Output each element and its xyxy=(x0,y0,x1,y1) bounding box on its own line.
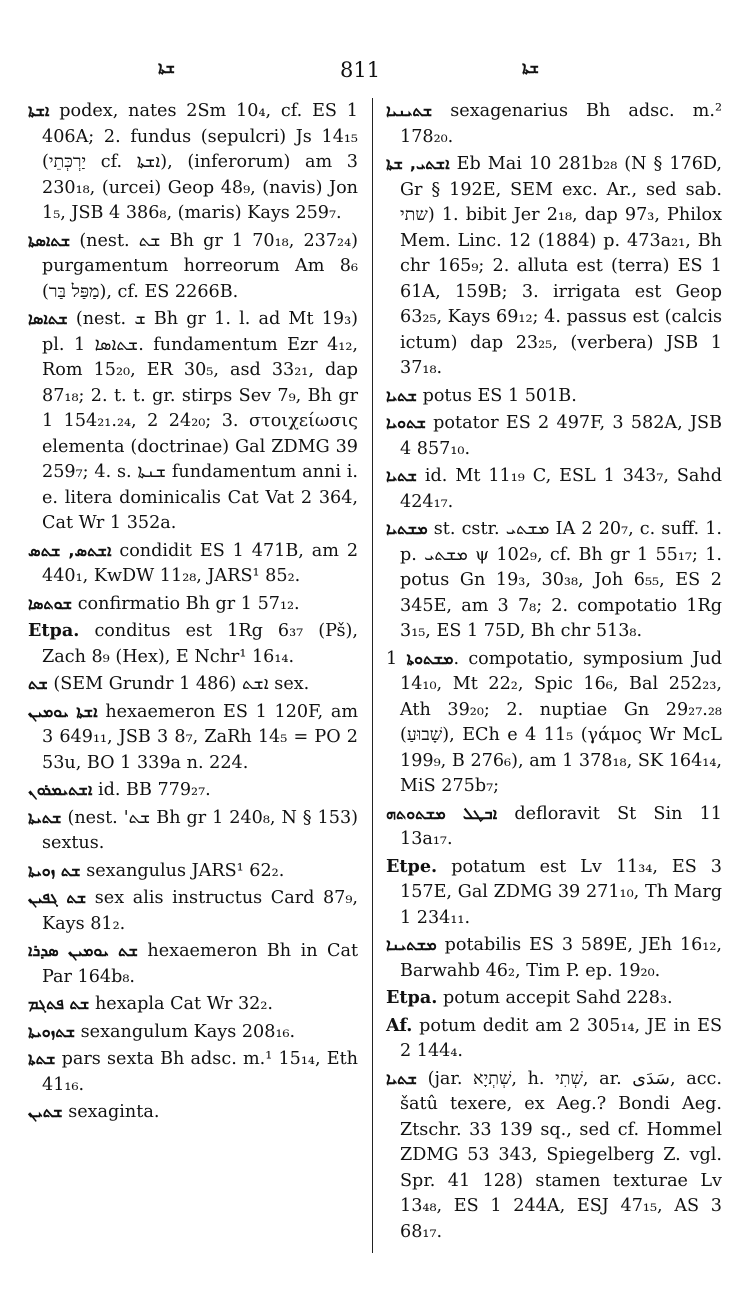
entry-definition: condidit ES 1 471B, am 2 440₁, KwDW 11₂₈, JARS¹ 85₂. xyxy=(42,540,359,586)
entry-definition: pars sexta Bh adsc. m.¹ 15₁₄, Eth 41₁₆. xyxy=(42,1049,358,1095)
entry-headword: ܫܬܐܣܐ xyxy=(28,309,68,328)
entry-definition: Eb Mai 10 281b₂₈ (N § 176D, Gr § 192E, SEM exc. Ar., sed sab. שתי) 1. bibit Jer 2₁₈, dap 97₃, Philox Mem. Linc. 12 (1884) p. 473a₂₁, Bh chr 165₉; 2. alluta est (terra) ES 1 61A, 159B; 3. irrigata est Geop 63₂₅, Kays 69₁₂; 4. passus est (calcis ictum) dap 23₂₅, (verbera) JSB 1 37₁₈. xyxy=(400,154,722,378)
running-head-left: ܫܬܐ xyxy=(158,58,175,77)
entry-headword: ܡܫܬܝܢܐ xyxy=(386,935,437,954)
dictionary-entry xyxy=(28,938,358,990)
entry-definition: st. cstr. ܡܫܬܝ IA 2 20₇, c. suff. 1. p. ܡܫܬܝ ψ 102₉, cf. Bh gr 1 55₁₇; 1. potus Gn 19₃, 30₃₈, Joh 6₅₅, ES 2 345E, am 3 7₈; 2. compotatio 1Rg 3₁₅, ES 1 75D, Bh chr 513₈. xyxy=(400,519,723,641)
entry-headword: ܫܬ xyxy=(28,674,48,693)
dictionary-entry xyxy=(28,805,358,857)
dictionary-entry xyxy=(28,1019,358,1046)
entry-headword: ܫܬܝܬܐ xyxy=(28,807,62,827)
entry-headword: ܐܒܛܠ ܡܫܬܘܬܗ xyxy=(386,803,498,823)
entry-definition: confirmatio Bh gr 1 57₁₂. xyxy=(77,593,300,614)
entry-definition: (nest. ܫ Bh gr 1. l. ad Mt 19₃) pl. ܫܬܐܣܐ 1. fundamentum Ezr 4₁₂, Rom 15₂₀, ER 30₅, asd 33₂₁, dap 87₁₈; 2. t. t. gr. stirps Sev 7₉, Bh gr 1 154₂₁.₂₄, 2 24₂₀; 3. στοιχείωσις elementa (doctrinae) Gal ZDMG 39 259₇; 4. s. ܫܢܬܐ fundamentum anni i. e. litera dominicalis Cat Vat 2 364, Cat Wr 1 352a. xyxy=(42,309,359,533)
entry-headword: ܐܫܬܝ, ܫܬܐ xyxy=(386,154,450,173)
dictionary-entry xyxy=(28,1099,358,1126)
dictionary-entry xyxy=(386,932,722,984)
entry-headword: ܡܫܬܝܐ xyxy=(386,519,428,538)
entry-headword: ܡܫܬܘܬܐ xyxy=(406,648,454,668)
dictionary-entry xyxy=(386,1066,722,1246)
entry-headword: ܫܘܬܣܐ xyxy=(28,593,73,613)
entry-definition: potabilis ES 3 589E, JEh 16₁₂, Barwahb 46₂, Tim P. ep. 19₂₀. xyxy=(400,935,723,981)
entry-headword: ܫܬܝܐ xyxy=(386,385,417,405)
entry-definition: sexagenarius Bh adsc. m.² 178₂₀. xyxy=(400,101,723,147)
entry-definition: defloravit St Sin 11 13a₁₇. xyxy=(400,803,723,849)
entry-headword: ܐܫܬܐ xyxy=(28,101,50,120)
entry-definition: id. Mt 11₁₉ C, ESL 1 343₇, Sahd 424₁₇. xyxy=(400,466,723,512)
dictionary-entry xyxy=(386,463,722,515)
dictionary-entry xyxy=(386,516,722,645)
dictionary-entry xyxy=(386,646,722,800)
dictionary-entry xyxy=(28,991,358,1018)
entry-headword: ܫܬ ܦܬܓܡ xyxy=(28,994,90,1013)
entry-definition: (SEM Grundr 1 486) ܐܫܬ sex. xyxy=(53,674,310,694)
entry-definition: 1. compotatio, symposium Jud 14₁₀, Mt 22₂, Spic 16₆, Bal 252₂₃, Ath 39₂₀; 2. nuptiae Gn 29₂₇.₂₈ (שָׁבוּעַ), ECh e 4 11₅ (γάμος Wr McL 199₉, B 276₆), am 1 378₁₈, SK 164₁₄, MiS 275b₇; xyxy=(386,648,723,796)
entry-definition: (jar. שְׁתְיָא, h. שְׁתִי, ar. سَدَى, acc. šatû texere, ex Aeg.? Bondi Aeg. Ztschr. 33 139 sq., sed cf. Hommel ZDMG 53 343, Spiegelberg Z. vgl. Spr. 41 128) stamen texturae Lv 13₄₈, ES 1 244A, ESJ 47₁₅, AS 3 68₁₇. xyxy=(400,1068,722,1242)
dictionary-entry xyxy=(386,98,722,150)
entry-headword: ܐܫܬܐ ܝܘܡܝܢ xyxy=(28,701,98,721)
entry-definition: podex, nates 2Sm 10₄, cf. ES 1 406A; 2. fundus (sepulcri) Js 14₁₅ (יַרְכְּתֵי cf. ܐܫܬܐ), (inferorum) am 3 230₁₈, (urcei) Geop 48₉, (navis) Jon 1₅, JSB 4 386₈, (maris) Kays 259₇. xyxy=(42,101,359,223)
entry-definition: id. BB 779₂₇. xyxy=(97,780,211,800)
entry-headword: Af. xyxy=(386,1014,413,1036)
entry-definition: potator ES 2 497F, 3 582A, JSB 4 857₁₀. xyxy=(400,413,723,459)
running-head-right: ܫܬܐ xyxy=(522,58,539,77)
entry-headword: ܫܬܝܢܝܐ xyxy=(386,101,433,120)
entry-headword: ܫܬܝܢ xyxy=(28,1102,63,1121)
entry-definition: (nest. 'ܫܬ Bh gr 1 240₈, N § 153) sextus. xyxy=(42,807,359,853)
dictionary-entry xyxy=(28,228,358,306)
entry-definition: potum accepit Sahd 228₃. xyxy=(442,988,673,1008)
entry-definition: potus ES 1 501B. xyxy=(422,385,577,406)
entry-definition: sexangulus JARS¹ 62₂. xyxy=(86,860,285,881)
entry-headword: ܫܬܝܐ xyxy=(386,466,417,485)
entry-headword: ܐܫܬܝܡܪܘܢ xyxy=(28,780,93,799)
entry-headword: Etpa. xyxy=(28,620,80,641)
entry-headword: ܫܬܙܘܝܬܐ xyxy=(28,1021,76,1041)
dictionary-entry xyxy=(386,1013,722,1065)
dictionary-entry xyxy=(28,591,358,618)
dictionary-entry xyxy=(386,854,722,932)
dictionary-entry xyxy=(386,985,722,1012)
entry-definition: potatum est Lv 11₃₄, ES 3 157E, Gal ZDMG 39 271₁₀, Th Marg 1 234₁₁. xyxy=(400,856,723,928)
entry-headword: ܫܬܘܝܐ xyxy=(386,413,426,432)
dictionary-entry xyxy=(28,777,358,804)
dictionary-entry xyxy=(28,1046,358,1098)
dictionary-entry xyxy=(28,98,358,227)
dictionary-entry xyxy=(386,801,722,853)
entry-definition: sex alis instructus Card 87₉, Kays 81₂. xyxy=(42,888,359,934)
entry-headword: ܐܫܬܣ, ܫܬܣ xyxy=(28,540,112,560)
right-column xyxy=(386,98,722,1246)
entry-definition: hexaemeron Bh in Cat Par 164b₈. xyxy=(42,941,359,987)
entry-headword: ܫܬ ܝܘܡܝܢ ܣܕܪܐ xyxy=(28,941,138,960)
entry-headword: Etpa. xyxy=(386,987,438,1008)
dictionary-entry xyxy=(28,538,358,590)
column-divider xyxy=(372,98,373,1253)
entry-headword: ܫܬܬܐ xyxy=(28,1049,56,1068)
entry-definition: sexaginta. xyxy=(68,1102,160,1122)
entry-definition: hexaemeron ES 1 120F, am 3 649₁₁, JSB 3 8₇, ZaRh 14₅ = PO 2 53u, BO 1 339a n. 224. xyxy=(42,701,358,773)
left-column xyxy=(28,98,358,1127)
entry-definition: conditus est 1Rg 6₃₇ (Pš), Zach 8₉ (Hex), E Nchr¹ 16₁₄. xyxy=(42,621,358,667)
entry-headword: ܫܬ ܓܦܝܢ xyxy=(28,888,87,907)
entry-definition: (nest. ܫܬ Bh gr 1 70₁₈, 237₂₄) purgamentum horreorum Am 8₆ (מַפַּל בַּר), cf. ES 2266B. xyxy=(42,230,358,302)
dictionary-entry xyxy=(28,671,358,698)
entry-definition: potum dedit am 2 305₁₄, JE in ES 2 144₄. xyxy=(400,1015,722,1061)
dictionary-entry xyxy=(28,306,358,537)
dictionary-entry xyxy=(28,618,358,670)
entry-definition: sexangulum Kays 208₁₆. xyxy=(80,1021,296,1042)
page-number: 811 xyxy=(340,58,381,82)
entry-definition: hexapla Cat Wr 32₂. xyxy=(94,994,274,1014)
entry-headword: ܫܬܐܣܬܐ xyxy=(28,230,71,250)
dictionary-entry xyxy=(28,699,358,777)
dictionary-entry xyxy=(28,885,358,937)
dictionary-entry xyxy=(28,858,358,885)
entry-headword: ܫܬܝܐ xyxy=(386,1068,417,1088)
entry-headword: ܫܬ ܙܘܝܬܐ xyxy=(28,860,81,880)
dictionary-entry xyxy=(386,151,722,382)
dictionary-entry xyxy=(386,410,722,462)
dictionary-entry xyxy=(386,383,722,410)
entry-headword: Etpe. xyxy=(386,855,438,877)
